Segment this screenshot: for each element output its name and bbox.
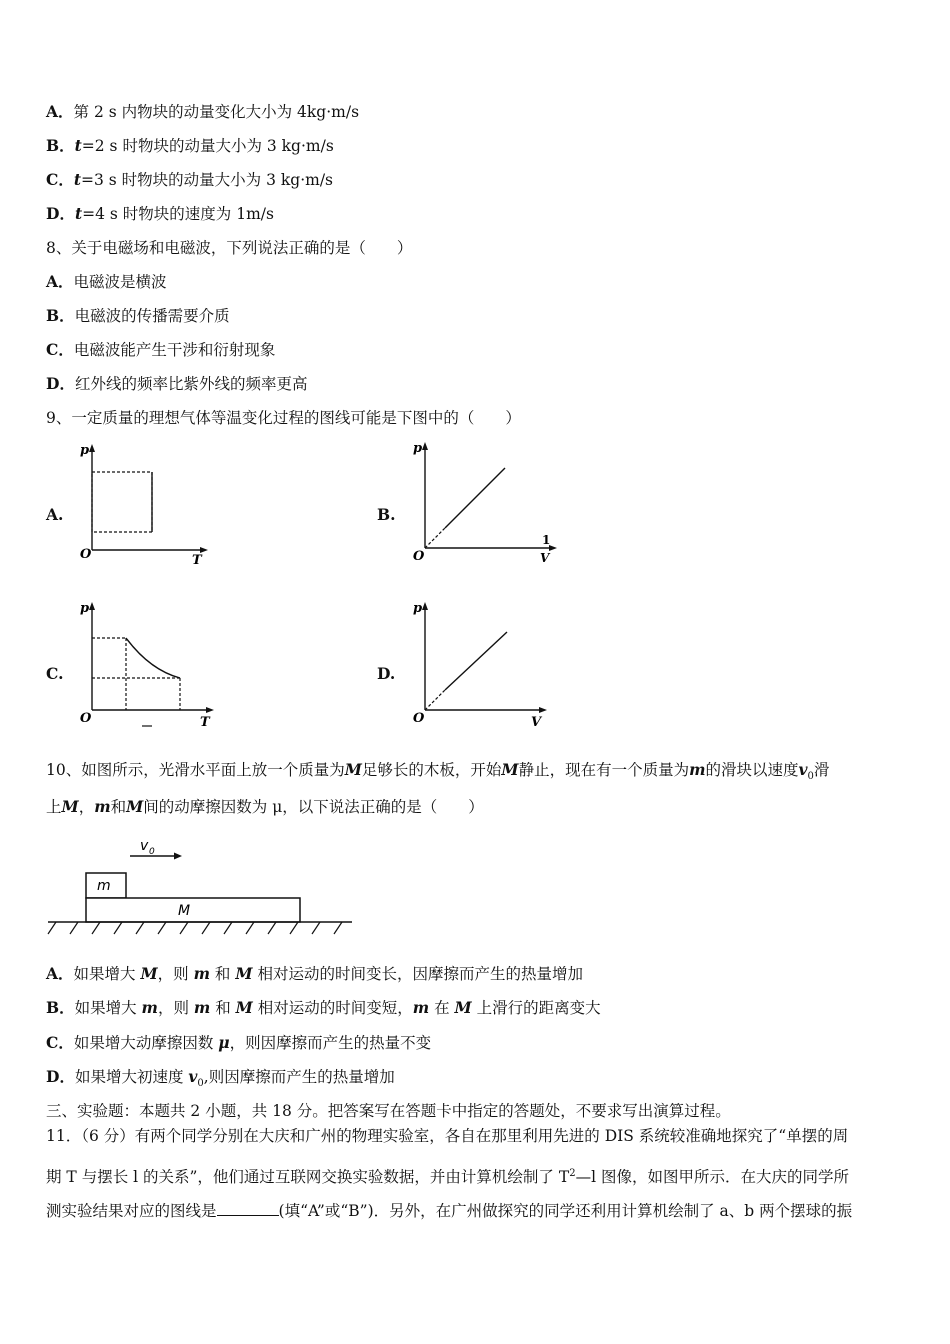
q7-option-b: B．t=2 s 时物块的动量大小为 3 kg·m/s bbox=[46, 136, 334, 155]
q9-d-x-label: V bbox=[531, 715, 542, 728]
q8-option-b: B．电磁波的传播需要介质 bbox=[46, 306, 230, 325]
q9-a-origin: O bbox=[80, 547, 92, 562]
q8-option-d: D．红外线的频率比紫外线的频率更高 bbox=[46, 374, 308, 393]
q9-a-y-label: p bbox=[80, 443, 90, 458]
q9-graph-a bbox=[72, 440, 212, 570]
q9-label-c: C. bbox=[46, 664, 64, 683]
q9-b-x-den: V bbox=[540, 551, 550, 565]
q10-figure bbox=[44, 832, 364, 942]
q10-stem-line2: 上M，m和M间的动摩擦因数为 μ，以下说法正确的是（ ） bbox=[46, 797, 484, 816]
q8-option-a: A．电磁波是横波 bbox=[46, 272, 167, 291]
q10-stem-line1: 10、如图所示，光滑水平面上放一个质量为M足够长的木板，开始M静止，现在有一个质量为m的滑块以速度$v_0$滑 bbox=[46, 760, 830, 783]
q11-answer-blank[interactable] bbox=[217, 1201, 279, 1216]
q10-velocity-sub: 0 bbox=[149, 847, 155, 857]
q10-board bbox=[86, 898, 300, 922]
q10-option-c: C．如果增大动摩擦因数 μ，则因摩擦而产生的热量不变 bbox=[46, 1033, 432, 1052]
q7-option-a: A．第 2 s 内物块的动量变化大小为 4kg·m/s bbox=[46, 102, 360, 121]
q10-velocity-label: v bbox=[140, 838, 149, 854]
q9-a-x-label: T bbox=[192, 553, 202, 568]
q9-label-d: D. bbox=[377, 664, 396, 683]
q10-option-b: B．如果增大 m，则 m 和 M 相对运动的时间变短，m 在 M 上滑行的距离变大 bbox=[46, 998, 601, 1017]
q9-b-x-num: 1 bbox=[542, 533, 551, 547]
q9-graph-c bbox=[72, 598, 222, 730]
q7-option-c: C．t=3 s 时物块的动量大小为 3 kg·m/s bbox=[46, 170, 334, 189]
q11-line1: 11．（6 分）有两个同学分别在大庆和广州的物理实验室，各自在那里利用先进的 DIS 系统较准确地探究了“单摆的周 bbox=[46, 1127, 849, 1145]
q9-c-origin: O bbox=[80, 711, 92, 726]
q10-option-a: A．如果增大 M，则 m 和 M 相对运动的时间变长，因摩擦而产生的热量增加 bbox=[46, 964, 583, 983]
q9-d-y-label: p bbox=[413, 601, 423, 616]
q10-small-block-label: m bbox=[97, 878, 111, 894]
q9-c-y-label: p bbox=[80, 601, 90, 616]
q10-board-label: M bbox=[178, 903, 191, 919]
q9-graph-d bbox=[405, 598, 555, 728]
q11-line3: 测实验结果对应的图线是 (填“A”或“B”)．另外，在广州做探究的同学还利用计算机绘制了 a、b 两个摆球的振 bbox=[46, 1202, 853, 1220]
q9-c-x-label: T bbox=[200, 715, 210, 730]
q9-b-y-label: p bbox=[413, 441, 423, 456]
q10-option-d: D．如果增大初速度 $v_0$,则因摩擦而产生的热量增加 bbox=[46, 1067, 395, 1090]
q9-d-origin: O bbox=[413, 711, 425, 726]
q9-stem: 9、一定质量的理想气体等温变化过程的图线可能是下图中的（ ） bbox=[46, 409, 521, 427]
q8-option-c: C．电磁波能产生干涉和衍射现象 bbox=[46, 340, 276, 359]
q9-graph-b bbox=[405, 438, 565, 568]
section-3-heading: 三、实验题：本题共 2 小题，共 18 分。把答案写在答题卡中指定的答题处，不要求写出演算过程。 bbox=[46, 1102, 731, 1120]
q11-line2: 期 T 与摆长 l 的关系”，他们通过互联网交换实验数据，并由计算机绘制了 $T^2—l$ 图像，如图甲所示．在大庆的同学所 bbox=[46, 1168, 849, 1187]
q9-label-b: B. bbox=[377, 505, 396, 524]
q8-stem: 8、关于电磁场和电磁波，下列说法正确的是（ ） bbox=[46, 239, 413, 257]
q9-label-a: A. bbox=[46, 505, 64, 524]
q7-option-d: D．t=4 s 时物块的速度为 1m/s bbox=[46, 204, 274, 223]
q9-b-origin: O bbox=[413, 549, 425, 564]
